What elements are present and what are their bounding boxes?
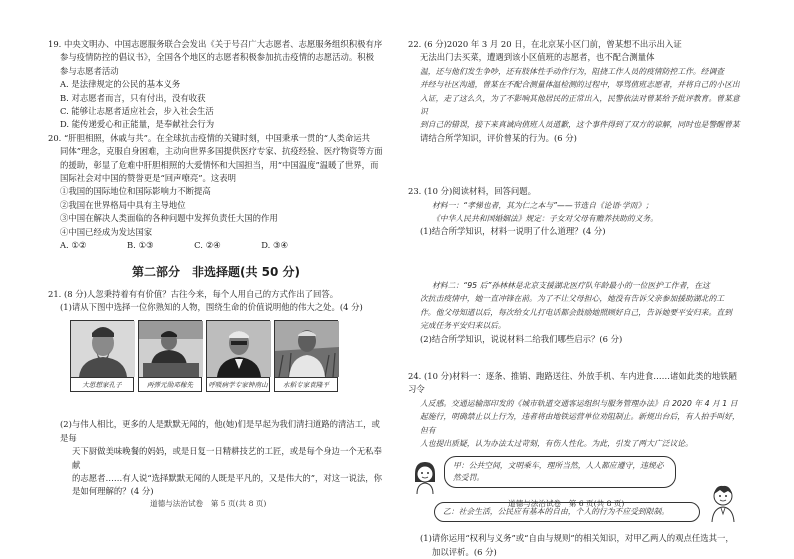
q19-stem-line: 参与疫情防控的倡议书》，全国各个地区的志愿者积极参加抗击疫情的志愿活动。积极 — [60, 52, 375, 63]
caption-yuan-longping: 水稻专家袁隆平 — [275, 377, 337, 391]
deng-jiaxian-image — [139, 321, 201, 377]
portrait-row — [70, 320, 384, 392]
q21-sub1: (1)请从下图中选择一位你熟知的人物，围绕生命的价值说明他的伟大之处。(4 分) — [60, 301, 363, 312]
q20-stem-line: 20. “肝胆相照，休戚与共”。在全球抗击疫情的关键时刻，中国秉承一贯的“人类命运共 — [48, 132, 370, 143]
q20-option-d: D. ③④ — [261, 240, 288, 251]
question-23 — [408, 185, 744, 346]
q24-stem-line: 24. (10 分)材料一：逐条、推销、跑路送往、外放手机、车内进食……诸如此类的地铁陋习令 — [408, 370, 737, 395]
q22-ask: 请结合所学知识，评价曾某的行为。(6 分) — [420, 132, 577, 143]
q19-stem-line: 参与志愿者活动 — [60, 65, 119, 76]
question-19 — [48, 38, 384, 132]
q20-option-a: A. ①② — [60, 240, 87, 251]
confucius-image — [71, 321, 133, 377]
footer-page-5: 道德与法治试卷 第 5 页(共 8 页) — [150, 499, 267, 508]
q23-sub2: (2)结合所学知识，说说材料二给我们哪些启示？(6 分) — [420, 333, 623, 344]
portrait-zhong-nanshan — [206, 320, 270, 392]
q19-option-b: B. 对志愿者而言，只有付出，没有收获 — [60, 92, 206, 103]
q22-handwritten-line: 温，还与他们发生争吵，还有肢体性手动作行为，阻挠工作人员的疫情防控工作。经调查 — [420, 66, 725, 76]
q24-stem-line: 人反感。交通运输部印发的《城市轨道交通客运组织与服务管理办法》自 2020 年 4 月 1 日 — [420, 398, 738, 408]
q20-item: ④中国已经成为发达国家 — [60, 226, 153, 237]
q24-ask-line: (1)请你运用“权利与义务”或“自由与规则”的相关知识，对甲乙两人的观点任选其一， — [420, 533, 734, 544]
portrait-confucius — [70, 320, 134, 392]
q20-option-c: C. ②④ — [194, 240, 221, 251]
caption-confucius: 大思想家孔子 — [71, 377, 133, 391]
right-page — [408, 38, 744, 559]
person-a-icon — [412, 460, 438, 494]
portrait-deng-jiaxian — [138, 320, 202, 392]
q21-stem: 21. (8 分)人忽秉持着有有价值？古往今来，每个人用自己的方式作出了回答。 — [48, 288, 339, 299]
person-b-icon — [708, 482, 738, 522]
q24-stem-line: 人也提出质疑，认为办法太过苛刻，有伤人性化。为此，引发了两大广泛议论。 — [420, 438, 693, 448]
q22-handwritten-line: 并经与社区沟通，曾某在不配合测量体温检测的过程中，辱骂值班志愿者，并将自己的小区出 — [420, 80, 740, 90]
q20-item: ③中国在解决人类面临的各种问题中发挥负责任大国的作用 — [60, 213, 278, 224]
yuan-longping-image — [275, 321, 337, 377]
zhong-nanshan-image — [207, 321, 269, 377]
section-title: 第二部分 非选择题(共 50 分) — [131, 264, 301, 279]
footer-page-6: 道德与法治试卷 第 6 页(共 8 页) — [508, 499, 625, 508]
q21-sub2-line: 是如何理解的？(4 分) — [72, 486, 154, 497]
q24-stem-line: 起施行，明确禁止以上行为，违者将由地铁运营单位劝阻制止。新规出台后，有人拍手叫好，但有 — [420, 412, 740, 435]
q22-stem-line: 无法出门去买菜，遭遇到该小区值班的志愿者，也不配合测量体 — [420, 52, 655, 63]
left-page — [48, 38, 384, 499]
q23-material-2-line: 作。他父母知道以后，每次给女儿打电话都会鼓励她照顾好自己，告诉她要平安归来。直到 — [420, 307, 732, 317]
question-24 — [408, 370, 744, 559]
q20-item: ②我国在世界格局中具有主导地位 — [60, 199, 186, 210]
q22-stem-line: 22. (6 分)2020 年 3 月 20 日，在北京某小区门前，曾某想不出示出入证 — [408, 39, 682, 49]
q23-material-2-line: 材料二：“95 后”孙林林是北京支援湖北医疗队年龄最小的一位医护工作者，在这 — [432, 280, 710, 290]
q20-stem-line: 的援助，彰显了危难中肝胆相照的大爱情怀和大国担当，用“中国温度”温暖了世界，而 — [60, 159, 379, 170]
q19-option-a: A. 是法律规定的公民的基本义务 — [60, 79, 181, 90]
q21-sub2-line: 天下厨做美味晚餐的妈妈，或是日复一日精耕技艺的工匠，或是每个身边一个无私奉献 — [72, 446, 382, 470]
q21-sub2-line: 的志愿者……有人说“选择默默无闻的人既是平凡的，又是伟大的”，对这一说法，你 — [72, 472, 383, 483]
q23-sub1: (1)结合所学知识，材料一说明了什么道理？(4 分) — [420, 226, 606, 237]
q22-handwritten-line: 到自己的错误，接下来真诚向值班人员道歉，这个事件得到了双方的谅解，同时也是警醒曾某 — [420, 120, 740, 130]
q19-option-c: C. 能够让志愿者适应社会，步入社会生活 — [60, 106, 214, 117]
caption-zhong-nanshan: 呼吸病学专家钟南山 — [207, 377, 269, 391]
q24-ask-line: 加以评析。(6 分) — [432, 546, 497, 557]
q23-stem: 23. (10 分)阅读材料，回答问题。 — [408, 186, 536, 197]
speech-bubble-b: 乙：社会生活，公民应有基本的自由，个人的行为不应受到限制。 — [434, 502, 700, 522]
q20-stem-line: 同体”理念，克服自身困难，主动向世界多国提供医疗专家、抗疫经验、医疗物资等方面 — [60, 146, 383, 157]
question-22 — [408, 38, 744, 145]
q23-material-1-line: 材料一：“孝悌也者，其为仁之本与”——节选自《论语·学而》； — [432, 200, 654, 210]
q20-options — [48, 239, 288, 252]
q23-material-2-line: 次抗击疫情中，她一直冲锋在前。为了不让父母担心，她没有告诉父亲参加援助湖北的工 — [420, 294, 725, 304]
q20-option-b: B. ①③ — [127, 240, 154, 251]
q20-item: ①我国的国际地位和国际影响力不断提高 — [60, 186, 211, 197]
speech-bubble-a: 甲：公共空间，文明乘车，理所当然，人人都应遵守，违规必然受罚。 — [444, 456, 676, 488]
dialogue-illustration — [408, 454, 744, 532]
question-20 — [48, 132, 384, 253]
q21-sub2-line: (2)与伟人相比，更多的人是默默无闻的，他(她)们是早起为我们清扫道路的清洁工，或是每 — [60, 419, 380, 443]
q20-stem-line: 国际社会对中国的赞誉更是“回声嘹亮”。这表明 — [60, 173, 237, 184]
portrait-yuan-longping — [274, 320, 338, 392]
q23-material-2-line: 完成任务平安归来以后。 — [420, 321, 506, 331]
q22-handwritten-line: 入证，走了这么久，为了不影响其他居民的正常出入，民警依法对曾某给予批评教育。曾某意识 — [420, 93, 740, 117]
q19-option-d: D. 能传递爱心和正能量，是奉献社会行为 — [60, 119, 215, 130]
q23-material-1-line: 《中华人民共和国婚姻法》规定：子女对父母有赡养扶助的义务。 — [432, 214, 659, 224]
question-21 — [48, 288, 384, 499]
caption-deng-jiaxian: 两弹元勋邓稼先 — [139, 377, 201, 391]
q19-stem-line: 19. 中央文明办、中国志愿服务联合会发出《关于号召广大志愿者、志愿服务组织积极有序 — [48, 39, 383, 49]
